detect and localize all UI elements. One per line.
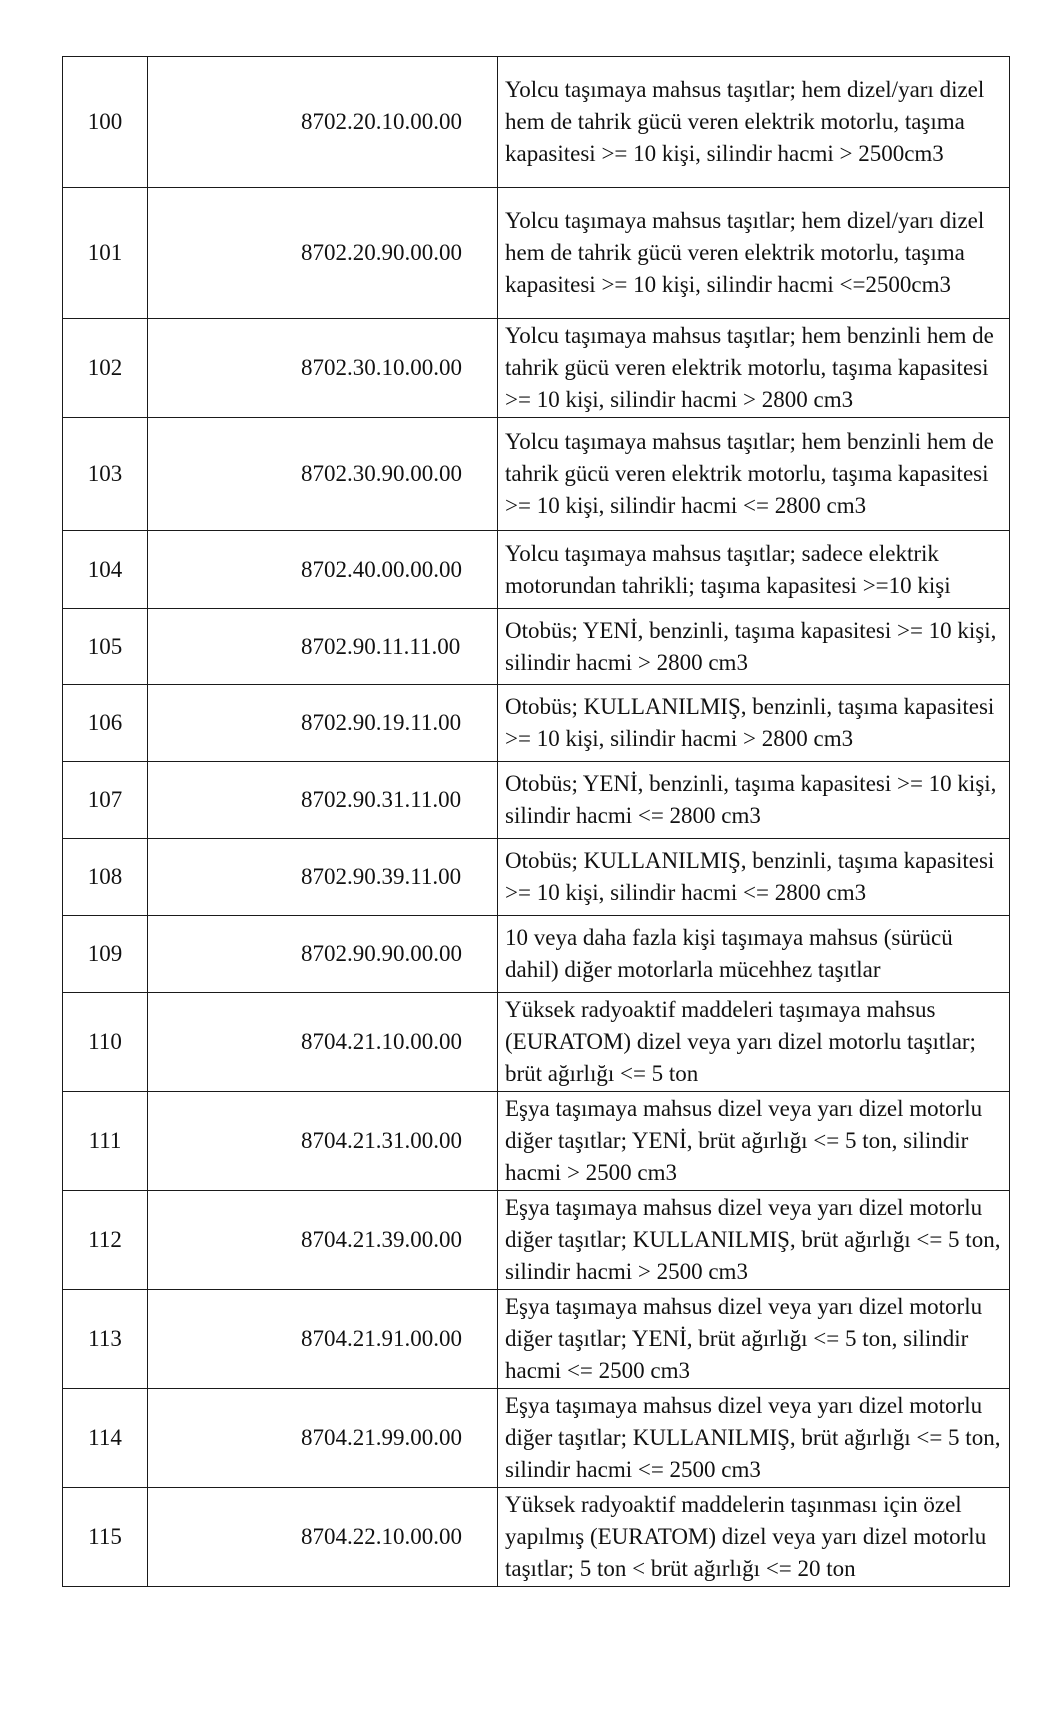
tariff-code-cell: 8702.20.90.00.00 — [148, 188, 498, 319]
table-row — [63, 1191, 1010, 1290]
table-row — [63, 609, 1010, 685]
description-cell: Yolcu taşımaya mahsus taşıtlar; hem benzinli hem de tahrik gücü veren elektrik motorlu, taşıma kapasitesi >= 10 kişi, silindir hacmi <= 2800 cm3 — [498, 418, 1010, 531]
row-number-cell: 103 — [63, 418, 148, 531]
tariff-code-cell: 8704.21.39.00.00 — [148, 1191, 498, 1290]
row-number-cell: 114 — [63, 1389, 148, 1488]
description-cell: Otobüs; YENİ, benzinli, taşıma kapasitesi >= 10 kişi, silindir hacmi > 2800 cm3 — [498, 609, 1010, 685]
row-number-cell: 113 — [63, 1290, 148, 1389]
tariff-code-cell: 8702.30.10.00.00 — [148, 319, 498, 418]
description-cell: Eşya taşımaya mahsus dizel veya yarı dizel motorlu diğer taşıtlar; KULLANILMIŞ, brüt ağırlığı <= 5 ton, silindir hacmi <= 2500 cm3 — [498, 1389, 1010, 1488]
tariff-code-cell: 8704.21.10.00.00 — [148, 993, 498, 1092]
description-cell: Yolcu taşımaya mahsus taşıtlar; hem dizel/yarı dizel hem de tahrik gücü veren elektrik motorlu, taşıma kapasitesi >= 10 kişi, silindir hacmi > 2500cm3 — [498, 57, 1010, 188]
description-cell: 10 veya daha fazla kişi taşımaya mahsus (sürücü dahil) diğer motorlarla mücehhez taşıtlar — [498, 916, 1010, 993]
row-number-cell: 107 — [63, 762, 148, 839]
description-cell: Yüksek radyoaktif maddelerin taşınması için özel yapılmış (EURATOM) dizel veya yarı dizel motorlu taşıtlar; 5 ton < brüt ağırlığı <= 20 ton — [498, 1488, 1010, 1587]
tariff-table — [62, 56, 1010, 1587]
table-row — [63, 418, 1010, 531]
table-row — [63, 1389, 1010, 1488]
tariff-code-cell: 8704.21.99.00.00 — [148, 1389, 498, 1488]
tariff-code-cell: 8702.90.31.11.00 — [148, 762, 498, 839]
row-number-cell: 110 — [63, 993, 148, 1092]
table-row — [63, 319, 1010, 418]
description-cell: Yüksek radyoaktif maddeleri taşımaya mahsus (EURATOM) dizel veya yarı dizel motorlu taşıtlar; brüt ağırlığı <= 5 ton — [498, 993, 1010, 1092]
row-number-cell: 101 — [63, 188, 148, 319]
description-cell: Otobüs; YENİ, benzinli, taşıma kapasitesi >= 10 kişi, silindir hacmi <= 2800 cm3 — [498, 762, 1010, 839]
row-number-cell: 109 — [63, 916, 148, 993]
row-number-cell: 111 — [63, 1092, 148, 1191]
row-number-cell: 115 — [63, 1488, 148, 1587]
description-cell: Eşya taşımaya mahsus dizel veya yarı dizel motorlu diğer taşıtlar; KULLANILMIŞ, brüt ağırlığı <= 5 ton, silindir hacmi > 2500 cm3 — [498, 1191, 1010, 1290]
row-number-cell: 108 — [63, 839, 148, 916]
table-row — [63, 57, 1010, 188]
row-number-cell: 104 — [63, 531, 148, 609]
table-row — [63, 1092, 1010, 1191]
table-row — [63, 531, 1010, 609]
row-number-cell: 100 — [63, 57, 148, 188]
tariff-code-cell: 8702.90.11.11.00 — [148, 609, 498, 685]
row-number-cell: 112 — [63, 1191, 148, 1290]
table-row — [63, 762, 1010, 839]
description-cell: Eşya taşımaya mahsus dizel veya yarı dizel motorlu diğer taşıtlar; YENİ, brüt ağırlığı <= 5 ton, silindir hacmi > 2500 cm3 — [498, 1092, 1010, 1191]
row-number-cell: 106 — [63, 685, 148, 762]
tariff-code-cell: 8702.90.39.11.00 — [148, 839, 498, 916]
tariff-code-cell: 8702.20.10.00.00 — [148, 57, 498, 188]
description-cell: Otobüs; KULLANILMIŞ, benzinli, taşıma kapasitesi >= 10 kişi, silindir hacmi <= 2800 cm3 — [498, 839, 1010, 916]
table-row — [63, 685, 1010, 762]
description-cell: Eşya taşımaya mahsus dizel veya yarı dizel motorlu diğer taşıtlar; YENİ, brüt ağırlığı <= 5 ton, silindir hacmi <= 2500 cm3 — [498, 1290, 1010, 1389]
tariff-code-cell: 8702.90.19.11.00 — [148, 685, 498, 762]
table-row — [63, 993, 1010, 1092]
tariff-code-cell: 8704.21.31.00.00 — [148, 1092, 498, 1191]
table-row — [63, 1290, 1010, 1389]
table-row — [63, 188, 1010, 319]
row-number-cell: 105 — [63, 609, 148, 685]
table-row — [63, 1488, 1010, 1587]
description-cell: Otobüs; KULLANILMIŞ, benzinli, taşıma kapasitesi >= 10 kişi, silindir hacmi > 2800 cm3 — [498, 685, 1010, 762]
table-row — [63, 916, 1010, 993]
tariff-code-cell: 8702.30.90.00.00 — [148, 418, 498, 531]
tariff-table-body — [63, 57, 1010, 1587]
description-cell: Yolcu taşımaya mahsus taşıtlar; hem benzinli hem de tahrik gücü veren elektrik motorlu, taşıma kapasitesi >= 10 kişi, silindir hacmi > 2800 cm3 — [498, 319, 1010, 418]
tariff-code-cell: 8704.21.91.00.00 — [148, 1290, 498, 1389]
tariff-code-cell: 8704.22.10.00.00 — [148, 1488, 498, 1587]
tariff-code-cell: 8702.90.90.00.00 — [148, 916, 498, 993]
tariff-code-cell: 8702.40.00.00.00 — [148, 531, 498, 609]
row-number-cell: 102 — [63, 319, 148, 418]
table-row — [63, 839, 1010, 916]
description-cell: Yolcu taşımaya mahsus taşıtlar; hem dizel/yarı dizel hem de tahrik gücü veren elektrik motorlu, taşıma kapasitesi >= 10 kişi, silindir hacmi <=2500cm3 — [498, 188, 1010, 319]
description-cell: Yolcu taşımaya mahsus taşıtlar; sadece elektrik motorundan tahrikli; taşıma kapasitesi >=10 kişi — [498, 531, 1010, 609]
